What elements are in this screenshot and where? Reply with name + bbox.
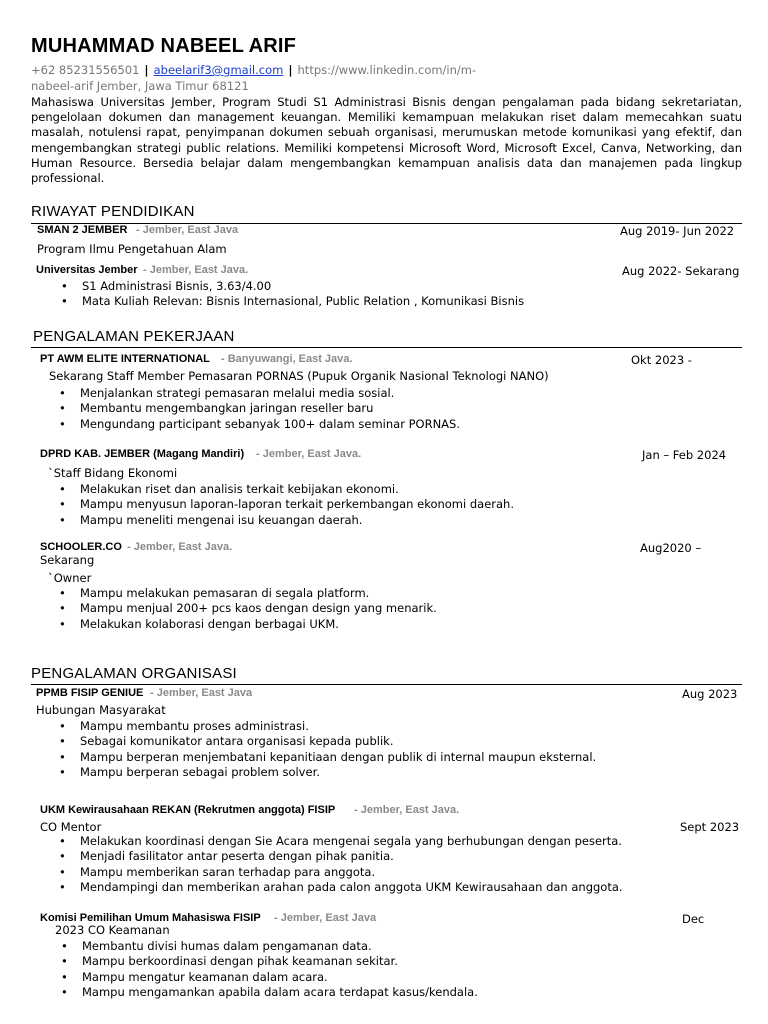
- edu-org: SMAN 2 JEMBER: [37, 224, 128, 236]
- work-date-cont: Sekarang: [40, 553, 95, 567]
- org-role: 2023 CO Keamanan: [55, 923, 170, 937]
- list-item: • Mampu mengamankan apabila dalam acara terdapat kasus/kendala.: [82, 985, 478, 1000]
- section-title-organization: PENGALAMAN ORGANISASI: [31, 665, 237, 682]
- work-date: Jan – Feb 2024: [642, 448, 727, 462]
- resume-name: MUHAMMAD NABEEL ARIF: [31, 35, 297, 57]
- work-role: `Staff Bidang Ekonomi: [48, 466, 178, 480]
- edu-program: Program Ilmu Pengetahuan Alam: [37, 242, 227, 256]
- list-item: • Mampu berkoordinasi dengan pihak keamanan sekitar.: [82, 954, 478, 969]
- list-item: • Mampu melakukan pemasaran di segala platform.: [80, 586, 437, 601]
- list-item: • Melakukan kolaborasi dengan berbagai UKM.: [80, 617, 437, 632]
- work-org: PT AWM ELITE INTERNATIONAL: [40, 353, 210, 365]
- work-role: Sekarang Staff Member Pemasaran PORNAS (Pupuk Organik Nasional Teknologi NANO): [49, 369, 549, 383]
- org-date: Aug 2023: [682, 687, 738, 701]
- list-item: • S1 Administrasi Bisnis, 3.63/4.00: [82, 279, 524, 294]
- org-location: - Jember, East Java: [150, 687, 253, 699]
- edu-date: Aug 2019- Jun 2022: [620, 224, 735, 238]
- separator: |: [144, 63, 149, 77]
- work-location: - Jember, East Java.: [127, 541, 233, 553]
- org-bullet-list: [80, 834, 623, 895]
- list-item: • Mampu menjual 200+ pcs kaos dengan design yang menarik.: [80, 601, 437, 616]
- org-location: - Jember, East Java: [274, 912, 377, 924]
- phone-number: +62 85231556501: [31, 63, 140, 77]
- section-title-work: PENGALAMAN PEKERJAAN: [33, 328, 235, 345]
- list-item: • Membantu divisi humas dalam pengamanan data.: [82, 939, 478, 954]
- list-item: • Mendampingi dan memberikan arahan pada calon anggota UKM Kewirausahaan dan anggota.: [80, 880, 623, 895]
- list-item: • Membantu mengembangkan jaringan reseller baru: [80, 401, 460, 416]
- work-location: - Jember, East Java.: [256, 448, 362, 460]
- org-bullet-list: [80, 719, 596, 780]
- org-name: Komisi Pemilihan Umum Mahasiswa FISIP: [40, 912, 261, 924]
- list-item: • Mampu berperan menjembatani kepanitiaan dengan publik di internal maupun eksternal.: [80, 750, 596, 765]
- edu-date: Aug 2022- Sekarang: [622, 264, 740, 278]
- org-location: - Jember, East Java.: [354, 804, 460, 816]
- edu-bullet-list: [82, 279, 524, 310]
- linkedin-url[interactable]: https://www.linkedin.com/in/m-: [297, 63, 477, 77]
- list-item: • Mata Kuliah Relevan: Bisnis Internasional, Public Relation , Komunikasi Bisnis: [82, 294, 524, 309]
- org-date: Dec: [682, 912, 705, 926]
- list-item: • Sebagai komunikator antara organisasi kepada publik.: [80, 734, 596, 749]
- work-bullet-list: [80, 482, 514, 528]
- list-item: • Melakukan koordinasi dengan Sie Acara mengenai segala yang berhubungan dengan peserta.: [80, 834, 623, 849]
- work-location: - Banyuwangi, East Java.: [221, 353, 353, 365]
- list-item: • Mampu memberikan saran terhadap para anggota.: [80, 865, 623, 880]
- org-date: Sept 2023: [680, 820, 740, 834]
- profile-summary: Mahasiswa Universitas Jember, Program Studi S1 Administrasi Bisnis dengan pengalaman pada bidang sekretariatan, pengelolaan dokumen dan management keuangan. Memiliki kemampuan melakukan riset dalam memecahkan suatu masalah, notulensi rapat, penyimpanan dokumen sebuah organisasi, merumuskan metode komunikasi yang efektif, dan mengembangkan strategi public relations. Memiliki kompetensi Microsoft Word, Microsoft Excel, Canva, Networking, dan Human Resource. Bersedia belajar dalam mengembangkan kemampuan analisis data dan manajemen pada lingkup professional.: [31, 95, 742, 186]
- list-item: • Mampu meneliti mengenai isu keuangan daerah.: [80, 513, 514, 528]
- separator: |: [288, 63, 293, 77]
- org-name: UKM Kewirausahaan REKAN (Rekrutmen anggota) FISIP: [40, 804, 336, 816]
- work-org: DPRD KAB. JEMBER (Magang Mandiri): [40, 448, 245, 460]
- edu-location: - Jember, East Java: [136, 224, 239, 236]
- work-date: Okt 2023 -: [631, 353, 692, 367]
- list-item: • Mengundang participant sebanyak 100+ dalam seminar PORNAS.: [80, 417, 460, 432]
- section-title-education: RIWAYAT PENDIDIKAN: [31, 203, 195, 220]
- work-org: SCHOOLER.CO: [40, 541, 122, 553]
- work-role: `Owner: [48, 571, 92, 585]
- list-item: • Mampu mengatur keamanan dalam acara.: [82, 970, 478, 985]
- linkedin-url-cont-address: nabeel-arif Jember, Jawa Timur 68121: [31, 79, 249, 93]
- contact-line: [31, 62, 741, 94]
- list-item: • Mampu membantu proses administrasi.: [80, 719, 596, 734]
- list-item: • Melakukan riset dan analisis terkait kebijakan ekonomi.: [80, 482, 514, 497]
- org-name: PPMB FISIP GENIUE: [36, 687, 144, 699]
- list-item: • Menjadi fasilitator antar peserta dengan pihak panitia.: [80, 849, 623, 864]
- edu-location: - Jember, East Java.: [143, 264, 249, 276]
- section-divider: [31, 347, 742, 348]
- work-bullet-list: [80, 386, 460, 432]
- edu-org: Universitas Jember: [36, 264, 138, 276]
- work-date: Aug2020 –: [640, 541, 702, 555]
- work-bullet-list: [80, 586, 437, 632]
- list-item: • Mampu menyusun laporan-laporan terkait perkembangan ekonomi daerah.: [80, 497, 514, 512]
- list-item: • Mampu berperan sebagai problem solver.: [80, 765, 596, 780]
- email-link[interactable]: abeelarif3@gmail.com: [153, 63, 284, 77]
- org-bullet-list: [82, 939, 478, 1000]
- org-role: CO Mentor: [40, 820, 102, 834]
- section-divider: [31, 684, 742, 685]
- list-item: • Menjalankan strategi pemasaran melalui media sosial.: [80, 386, 460, 401]
- org-role: Hubungan Masyarakat: [36, 703, 166, 717]
